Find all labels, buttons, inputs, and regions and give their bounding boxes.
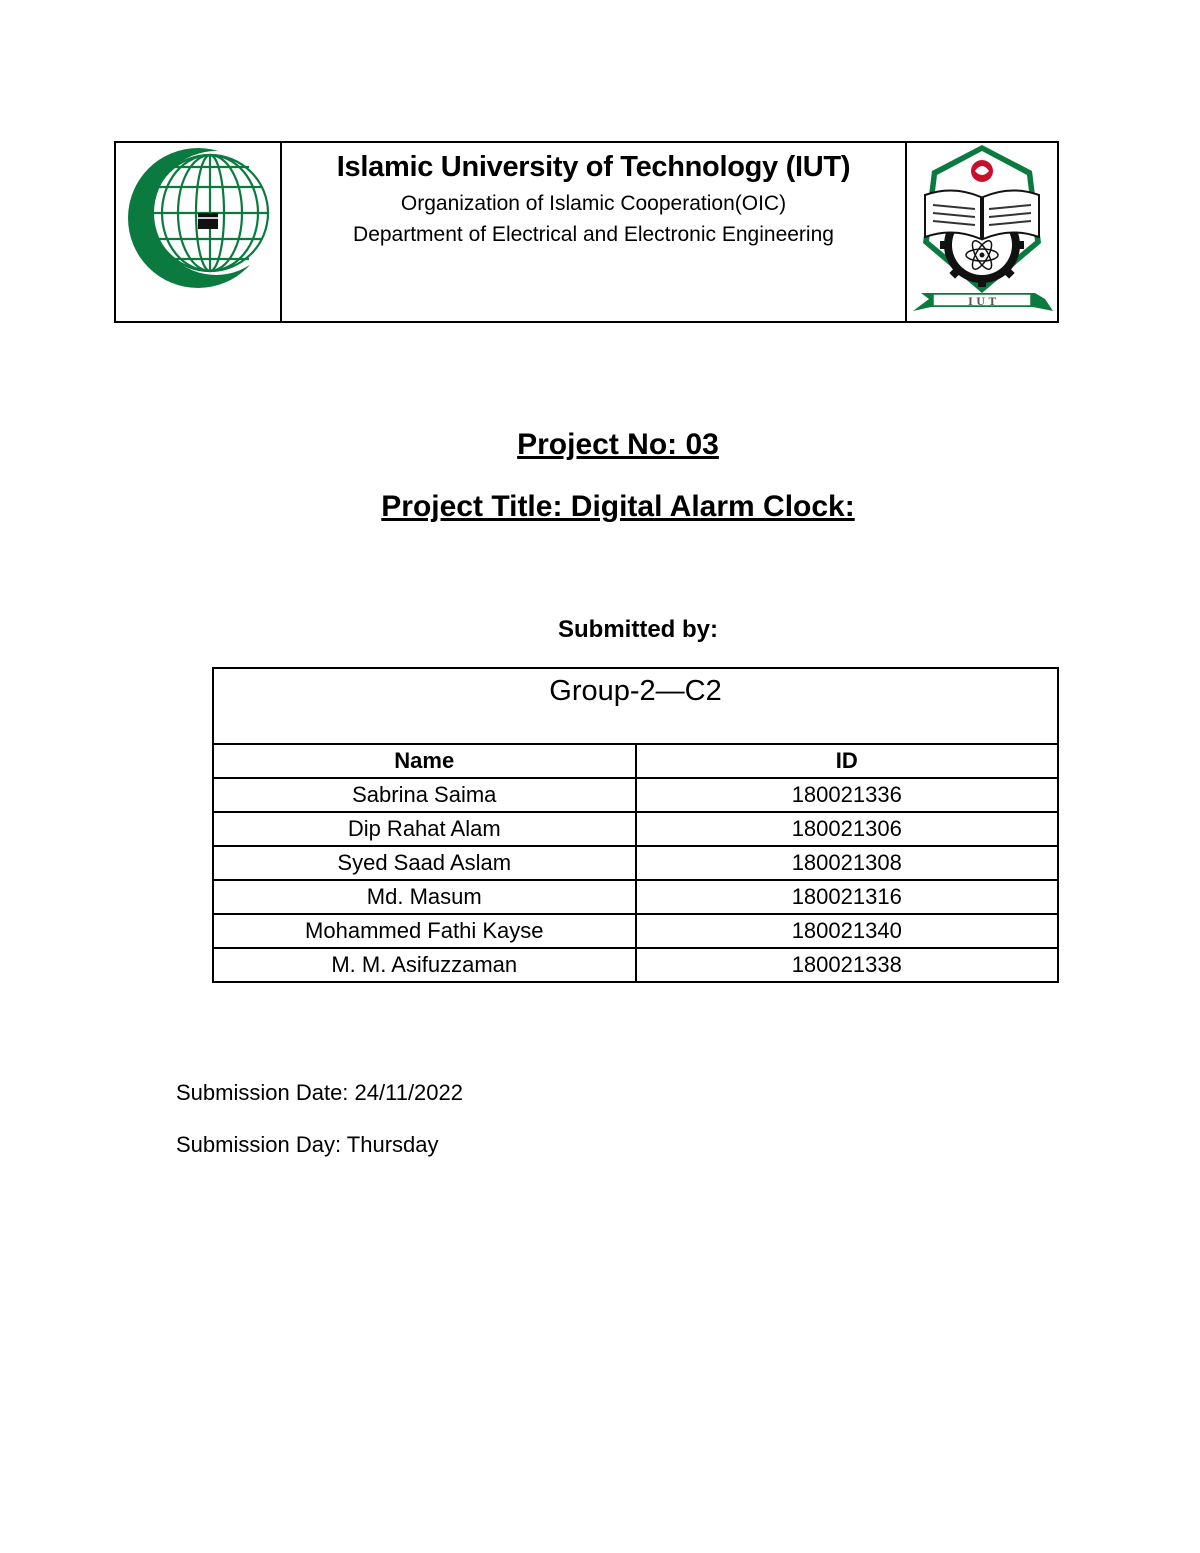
header-table	[114, 141, 1059, 323]
submission-date: Submission Date: 24/11/2022	[176, 1080, 463, 1105]
member-id: 180021308	[636, 846, 1059, 880]
member-name: M. M. Asifuzzaman	[213, 948, 636, 982]
submission-day: Submission Day: Thursday	[176, 1132, 439, 1157]
oic-logo	[116, 143, 280, 321]
table-row	[213, 812, 1058, 846]
group-name: Group-2—C2	[213, 668, 1058, 744]
member-id: 180021338	[636, 948, 1059, 982]
table-row	[213, 914, 1058, 948]
member-name: Md. Masum	[213, 880, 636, 914]
member-name: Mohammed Fathi Kayse	[213, 914, 636, 948]
column-header-name: Name	[213, 744, 636, 778]
member-name: Sabrina Saima	[213, 778, 636, 812]
member-id: 180021340	[636, 914, 1059, 948]
iut-logo-text: I U T	[968, 297, 996, 308]
department-name: Department of Electrical and Electronic Engineering	[353, 223, 834, 246]
member-name: Dip Rahat Alam	[213, 812, 636, 846]
member-id: 180021306	[636, 812, 1059, 846]
group-name-row	[213, 668, 1058, 744]
group-members-table	[212, 667, 1059, 983]
member-id: 180021316	[636, 880, 1059, 914]
submitted-by-label: Submitted by:	[558, 616, 718, 643]
header-text-cell	[282, 143, 905, 321]
member-name: Syed Saad Aslam	[213, 846, 636, 880]
table-row	[213, 846, 1058, 880]
member-id: 180021336	[636, 778, 1059, 812]
iut-logo-cell	[905, 143, 1057, 321]
project-number: Project No: 03	[517, 428, 719, 461]
column-header-id: ID	[636, 744, 1059, 778]
table-row	[213, 880, 1058, 914]
iut-logo	[907, 143, 1057, 321]
oic-logo-cell	[116, 143, 282, 321]
table-row	[213, 948, 1058, 982]
organization-name: Organization of Islamic Cooperation(OIC)	[400, 192, 787, 215]
university-title: Islamic University of Technology (IUT)	[336, 151, 851, 183]
table-row	[213, 778, 1058, 812]
project-title: Project Title: Digital Alarm Clock:	[381, 490, 855, 523]
table-header-row	[213, 744, 1058, 778]
